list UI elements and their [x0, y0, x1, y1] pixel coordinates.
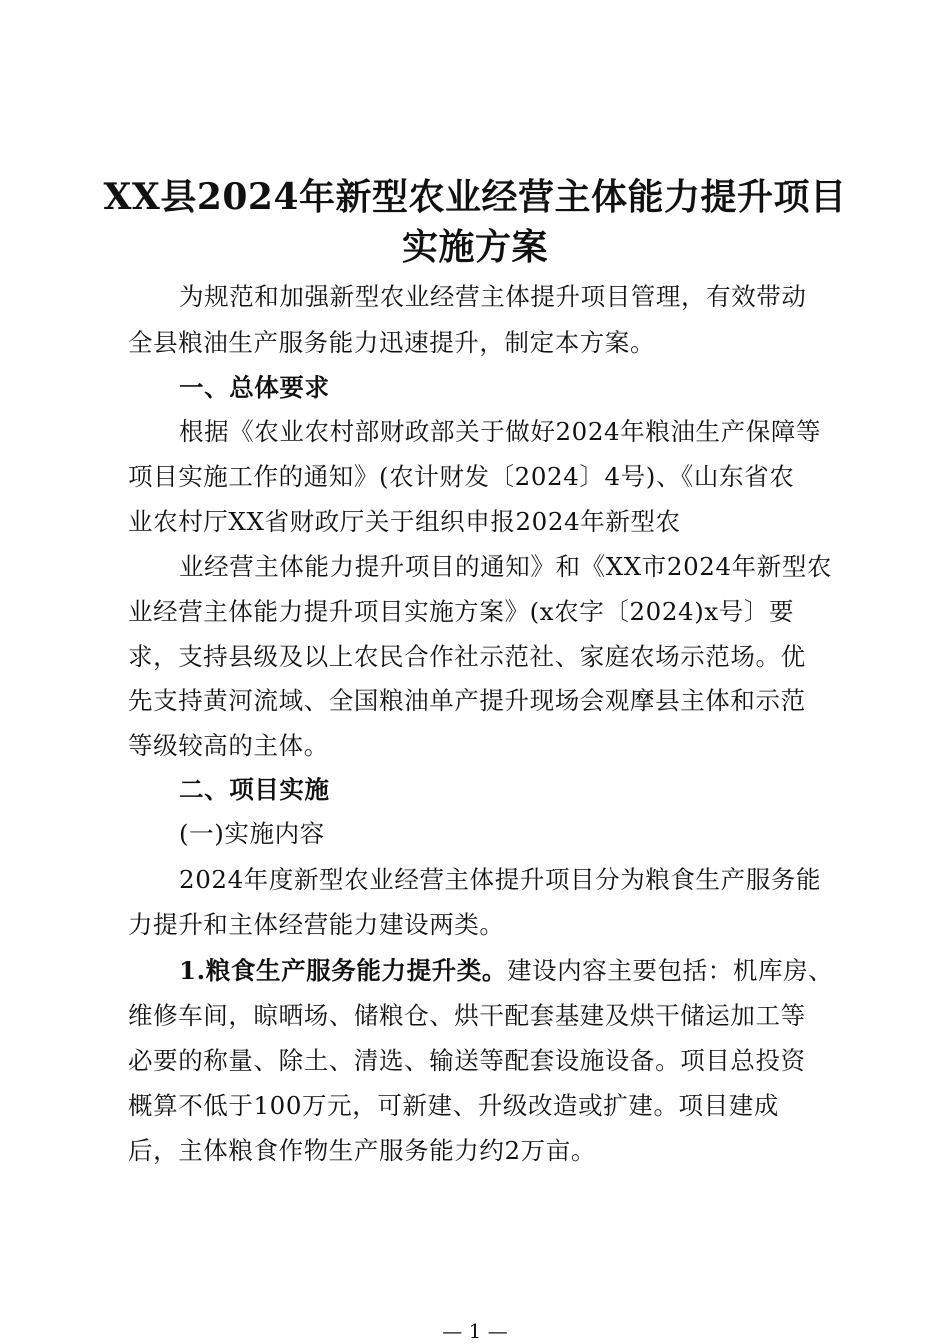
section1-para2-line-1: 业经营主体能力提升项目的通知》和《XX市2024年新型农 [179, 552, 833, 581]
item1-line-1 [179, 954, 833, 988]
item1-line-2: 维修车间，晾晒场、储粮仓、烘干配套基建及烘干储运加工等 [128, 1001, 806, 1030]
item1-line-5: 后，主体粮食作物生产服务能力约2万亩。 [128, 1136, 596, 1165]
section1-heading: 一、总体要求 [179, 373, 330, 402]
section1-para2-line-2: 业经营主体能力提升项目实施方案》(x农字〔2024)x号〕要 [128, 597, 795, 626]
section1-para2-line-5: 等级较高的主体。 [128, 731, 329, 760]
item1-line-4: 概算不低于100万元，可新建、升级改造或扩建。项目建成 [128, 1091, 779, 1120]
section1-para1-line-1: 根据《农业农村部财政部关于做好2024年粮油生产保障等 [179, 417, 822, 446]
intro-line-2: 全县粮油生产服务能力迅速提升，制定本方案。 [128, 328, 656, 357]
section1-para1-line-2: 项目实施工作的通知》(农计财发〔2024〕4号)、《山东省农 [128, 462, 795, 491]
page-number: — 1 — [442, 1319, 508, 1343]
subsection1-heading: (一)实施内容 [179, 819, 325, 848]
subsection1-para-line-2: 力提升和主体经营能力建设两类。 [128, 910, 505, 939]
document-title-line1: XX县2024年新型农业经营主体能力提升项目 [103, 176, 847, 218]
item1-label: 1.粮食生产服务能力提升类。 [179, 956, 507, 985]
item1-line-3: 必要的称量、除土、清选、输送等配套设施设备。项目总投资 [128, 1046, 806, 1075]
intro-line-1: 为规范和加强新型农业经营主体提升项目管理，有效带动 [179, 282, 807, 311]
section1-para1-line-3: 业农村厅XX省财政厅关于组织申报2024年新型农 [128, 507, 681, 536]
subsection1-para-line-1: 2024年度新型农业经营主体提升项目分为粮食生产服务能 [179, 865, 822, 894]
item1-first-rest: 建设内容主要包括：机库房、 [506, 956, 834, 985]
document-title-line2: 实施方案 [401, 226, 548, 268]
section1-para2-line-3: 求，支持县级及以上农民合作社示范社、家庭农场示范场。优 [128, 642, 806, 671]
section2-heading: 二、项目实施 [179, 775, 330, 804]
section1-para2-line-4: 先支持黄河流域、全国粮油单产提升现场会观摩县主体和示范 [128, 686, 806, 715]
